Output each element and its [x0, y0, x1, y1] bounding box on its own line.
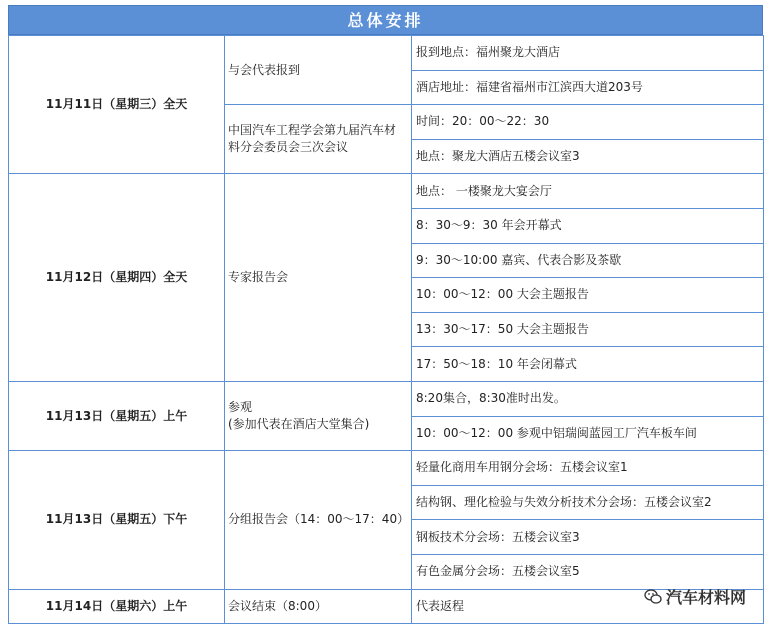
schedule: [8, 5, 763, 624]
table-row: [9, 36, 764, 71]
detail-cell: 轻量化商用车用钢分会场：五楼会议室1: [412, 451, 764, 486]
date-cell: 11月13日（星期五）下午: [9, 451, 225, 589]
detail-cell: 报到地点：福州聚龙大酒店: [412, 36, 764, 71]
event-cell: 会议结束（8:00）: [225, 589, 412, 624]
table-row: [9, 174, 764, 209]
detail-cell: 结构钢、理化检验与失效分析技术分会场：五楼会议室2: [412, 485, 764, 520]
detail-cell: 地点：聚龙大酒店五楼会议室3: [412, 139, 764, 174]
watermark: [644, 585, 746, 608]
detail-cell: 时间：20：00～22：30: [412, 105, 764, 140]
detail-cell: 酒店地址：福建省福州市江滨西大道203号: [412, 70, 764, 105]
event-cell: 专家报告会: [225, 174, 412, 382]
detail-cell: 钢板技术分会场：五楼会议室3: [412, 520, 764, 555]
event-cell: 与会代表报到: [225, 36, 412, 105]
watermark-text: 汽车材料网: [665, 588, 746, 607]
detail-cell: 有色金属分会场：五楼会议室5: [412, 554, 764, 589]
date-cell: 11月12日（星期四）全天: [9, 174, 225, 382]
date-cell: 11月13日（星期五）上午: [9, 381, 225, 450]
detail-cell: 地点： 一楼聚龙大宴会厅: [412, 174, 764, 209]
event-cell: 分组报告会（14：00～17：40）: [225, 451, 412, 589]
schedule-title: 总体安排: [8, 5, 763, 35]
wechat-icon: [644, 589, 662, 605]
detail-cell: 代表返程: [412, 589, 764, 624]
date-cell: 11月11日（星期三）全天: [9, 36, 225, 174]
detail-cell: 10：00～12：00 参观中铝瑞闽蓝园工厂汽车板车间: [412, 416, 764, 451]
event-cell: 参观 (参加代表在酒店大堂集合): [225, 381, 412, 450]
event-cell: 中国汽车工程学会第九届汽车材料分会委员会三次会议: [225, 105, 412, 174]
detail-cell: 8:20集合，8:30准时出发。: [412, 381, 764, 416]
detail-cell: 9：30～10:00 嘉宾、代表合影及茶歇: [412, 243, 764, 278]
schedule-table: [8, 35, 764, 624]
table-row: [9, 381, 764, 416]
date-cell: 11月14日（星期六）上午: [9, 589, 225, 624]
detail-cell: 10：00～12：00 大会主题报告: [412, 278, 764, 313]
table-row: [9, 451, 764, 486]
detail-cell: 13：30～17：50 大会主题报告: [412, 312, 764, 347]
detail-cell: 8：30～9：30 年会开幕式: [412, 208, 764, 243]
detail-cell: 17：50～18：10 年会闭幕式: [412, 347, 764, 382]
